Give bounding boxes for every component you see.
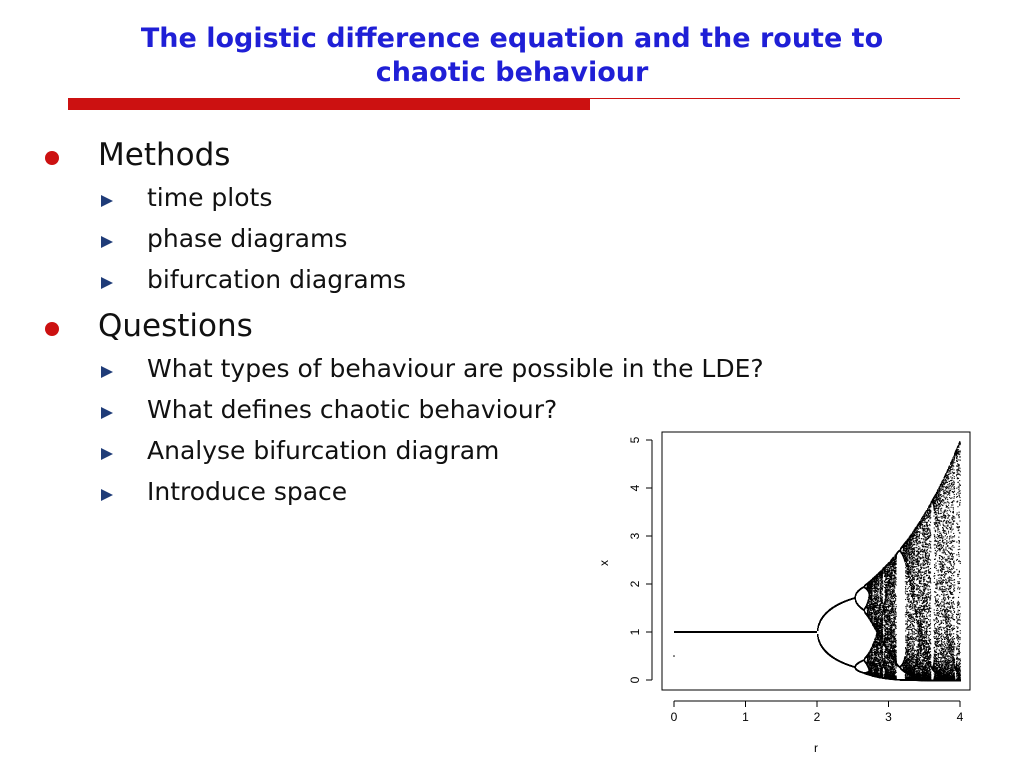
chart-marks [673,441,961,681]
bullet-dot-icon [45,151,59,165]
arrow-bullet-icon [101,236,113,248]
bifurcation-chart [596,424,996,764]
section-heading-methods: Methods [98,137,230,173]
data-point [817,636,818,637]
data-point [817,630,818,631]
list-item: Introduce space [147,477,347,506]
arrow-bullet-icon [101,407,113,419]
data-point [818,637,819,638]
arrow-bullet-icon [101,448,113,460]
list-item: bifurcation diagrams [147,265,406,294]
arrow-bullet-icon [101,489,113,501]
list-item: time plots [147,183,272,212]
list-item: Analyse bifurcation diagram [147,436,499,465]
bullet-dot-icon [45,322,59,336]
data-point [817,634,818,635]
data-point [818,626,819,627]
slide-title-line-1: The logistic difference equation and the route to [60,22,964,56]
data-point [818,627,819,628]
data-point [818,638,819,639]
list-item: What types of behaviour are possible in the LDE? [147,354,764,383]
list-item: phase diagrams [147,224,347,253]
arrow-bullet-icon [101,195,113,207]
list-item: What defines chaotic behaviour? [147,395,557,424]
arrow-bullet-icon [101,277,113,289]
data-point [817,628,818,629]
section-heading-questions: Questions [98,308,253,344]
slide-title-line-2: chaotic behaviour [60,56,964,90]
data-point [673,655,675,657]
arrow-bullet-icon [101,366,113,378]
